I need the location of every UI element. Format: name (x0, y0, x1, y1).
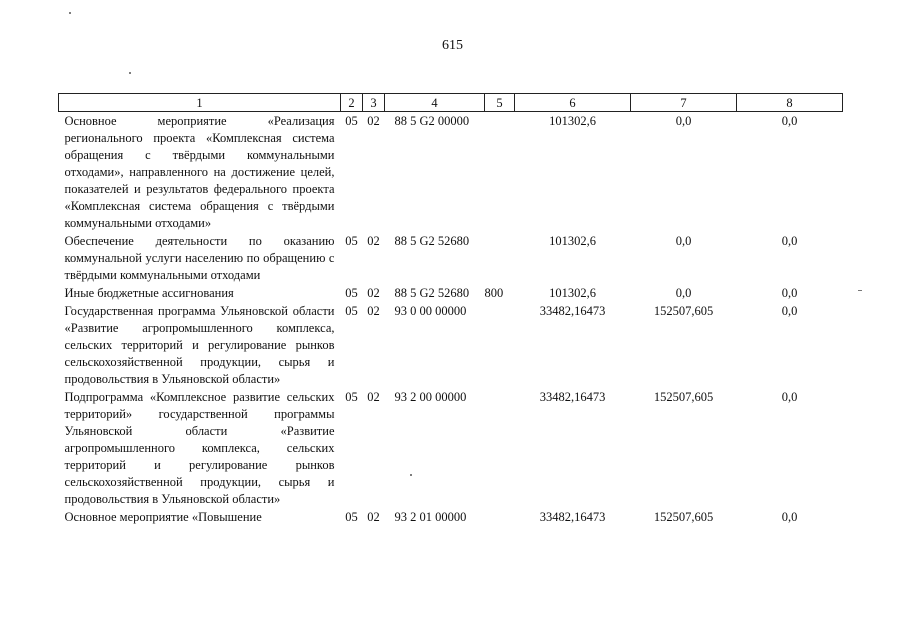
table-row (59, 302, 843, 388)
row-expense-type: 800 (484, 286, 504, 300)
header-row (59, 94, 843, 112)
table-row (59, 388, 843, 508)
row-section: 05 (345, 286, 358, 300)
header-col-6: 6 (515, 94, 631, 112)
row-amount-col8: 0,0 (781, 304, 798, 318)
row-target-code: 88 5 G2 52680 (394, 286, 470, 300)
header-col-2: 2 (341, 94, 363, 112)
row-expense-type (485, 112, 515, 233)
header-col-3: 3 (363, 94, 385, 112)
row-subsection: 02 (367, 304, 380, 318)
row-expense-type (485, 232, 515, 284)
table-row (59, 112, 843, 233)
row-amount-col8: 0,0 (781, 234, 798, 248)
row-amount-col7: 152507,605 (653, 390, 714, 404)
row-amount-col8: 0,0 (781, 286, 798, 300)
row-section: 05 (345, 510, 358, 524)
row-target-code: 93 0 00 00000 (394, 304, 467, 318)
row-amount-col7: 0,0 (675, 286, 692, 300)
row-name: Основное мероприятие «Реализация регионального проекта «Комплексная система обращения с твёрдыми коммунальными отходами», направленного на достижение целей, показателей и результатов федерального проекта «Комплексная система обращения с твёрдыми коммунальными отходами» (64, 114, 335, 230)
row-section: 05 (345, 304, 358, 318)
row-name: Основное мероприятие «Повышение (64, 510, 262, 524)
row-expense-type (485, 388, 515, 508)
row-expense-type (485, 508, 515, 526)
row-name: Подпрограмма «Комплексное развитие сельских территорий» государственной программы Ульяновской области «Развитие агропромышленного комплекса, сельских территорий и регулирование рынков сельскохозяйственной продукции, сырья и продовольствия в Ульяновской области» (64, 390, 335, 506)
page-number: 615 (442, 38, 463, 53)
row-subsection: 02 (367, 510, 380, 524)
row-target-code: 93 2 01 00000 (394, 510, 467, 524)
row-amount-col6: 33482,16473 (539, 304, 606, 318)
row-subsection: 02 (367, 390, 380, 404)
row-name: Государственная программа Ульяновской области «Развитие агропромышленного комплекса, сельских территорий и регулирование рынков сельскохозяйственной продукции, сырья и продовольствия в Ульяновской области» (64, 304, 335, 386)
row-name: Обеспечение деятельности по оказанию коммунальной услуги населению по обращению с твёрдыми коммунальными отходами (64, 234, 335, 282)
row-section: 05 (345, 114, 358, 128)
row-subsection: 02 (367, 114, 380, 128)
row-section: 05 (345, 390, 358, 404)
row-section: 05 (345, 234, 358, 248)
row-amount-col6: 33482,16473 (539, 510, 606, 524)
scan-mark (858, 290, 862, 291)
row-amount-col6: 101302,6 (549, 114, 596, 128)
row-amount-col7: 152507,605 (653, 304, 714, 318)
row-amount-col8: 0,0 (781, 114, 798, 128)
row-amount-col8: 0,0 (781, 510, 798, 524)
row-subsection: 02 (367, 234, 380, 248)
row-expense-type (485, 302, 515, 388)
header-col-4: 4 (385, 94, 485, 112)
row-amount-col6: 101302,6 (549, 286, 596, 300)
row-amount-col7: 152507,605 (653, 510, 714, 524)
row-amount-col6: 101302,6 (549, 234, 596, 248)
budget-table (58, 93, 843, 526)
table-row (59, 232, 843, 284)
header-col-1: 1 (59, 94, 341, 112)
header-col-8: 8 (737, 94, 843, 112)
row-target-code: 93 2 00 00000 (394, 390, 467, 404)
row-target-code: 88 5 G2 52680 (394, 234, 470, 248)
header-col-5: 5 (485, 94, 515, 112)
row-subsection: 02 (367, 286, 380, 300)
header-col-7: 7 (631, 94, 737, 112)
row-amount-col7: 0,0 (675, 234, 692, 248)
row-name: Иные бюджетные ассигнования (64, 286, 234, 300)
row-target-code: 88 5 G2 00000 (394, 114, 470, 128)
row-amount-col7: 0,0 (675, 114, 692, 128)
row-amount-col8: 0,0 (781, 390, 798, 404)
scan-speck (69, 12, 71, 14)
scan-speck (129, 72, 131, 74)
table-row (59, 284, 843, 302)
row-amount-col6: 33482,16473 (539, 390, 606, 404)
table-row (59, 508, 843, 526)
